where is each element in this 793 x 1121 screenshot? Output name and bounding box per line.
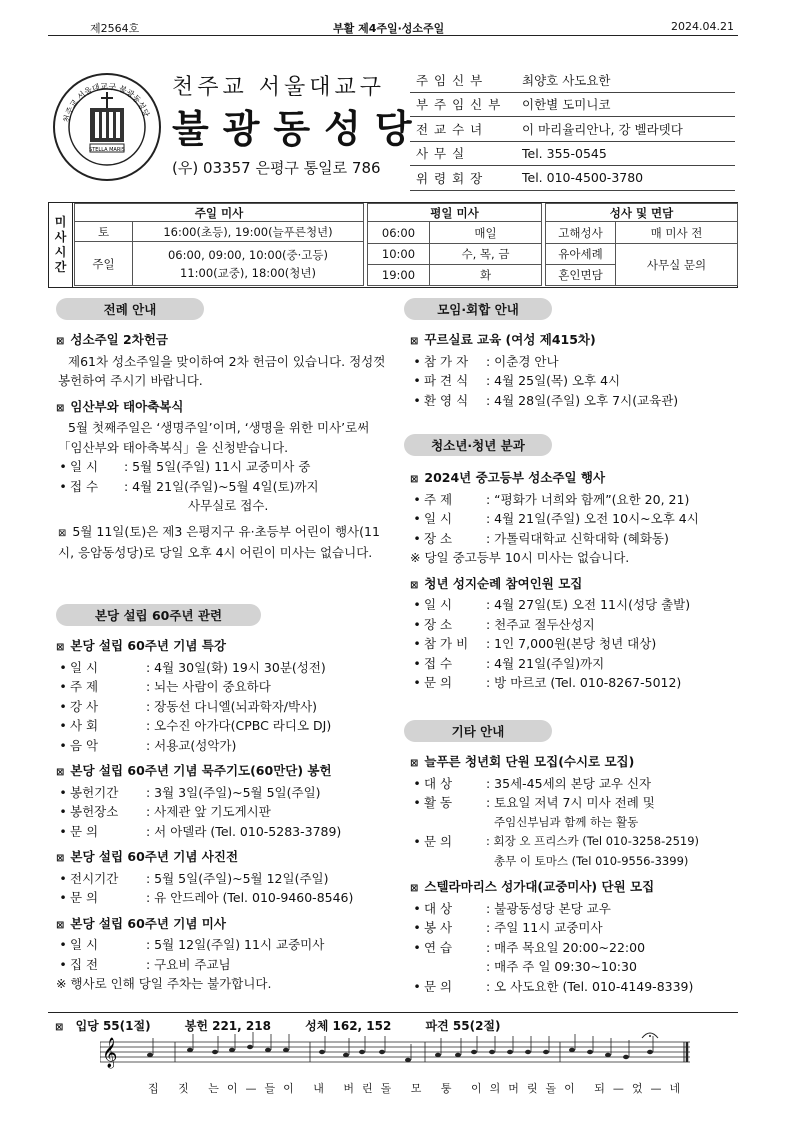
hymn-entrance: 입당 55(1절) xyxy=(75,1019,151,1033)
weekday-time: 10:00 xyxy=(368,244,430,265)
mass-times-label: 미 사 시 간 xyxy=(49,203,73,287)
staff-row xyxy=(410,117,735,142)
list-item: • 접 수 : 4월 21일(주일)~5월 4일(토)까지 xyxy=(59,478,319,494)
paragraph: ⊠ 5월 11일(토)은 제3 은평지구 유·초등부 어린이 행사(11시, 응암동성당)로 당일 오후 4시 어린이 미사는 없습니다. xyxy=(58,523,380,560)
section-heading: ⊠ 본당 설립 60주년 기념 묵주기도(60만단) 봉헌 xyxy=(56,761,391,783)
staff-row xyxy=(410,68,735,93)
list-item: • 사 회 : 오수진 아가다(CPBC 라디오 DJ) xyxy=(59,718,332,733)
anniversary-section-title: 본당 설립 60주년 관련 xyxy=(56,604,261,626)
bulletin-header xyxy=(48,18,738,36)
list-item: • 문 의 : 회장 오 프리스카 (Tel 010-3258-2519) xyxy=(413,834,700,849)
bulletin-date: 2024.04.21 xyxy=(671,20,734,33)
list-item: • 활 동 : 토요일 저녁 7시 미사 전례 및 xyxy=(413,795,655,810)
section-heading: ⊠ 본당 설립 60주년 기념 사진전 xyxy=(56,847,391,869)
square-bullet-icon: ⊠ xyxy=(55,1022,64,1033)
square-bullet-icon: ⊠ xyxy=(56,642,65,653)
footer-divider xyxy=(48,1012,738,1013)
sacrament-name: 혼인면담 xyxy=(546,265,616,286)
section-heading: ⊠ 본당 설립 60주년 기념 특강 xyxy=(56,636,391,658)
paragraph: 제61차 성소주일을 맞이하여 2차 헌금이 있습니다. 정성껏 봉헌하여 주시기 바랍니다. xyxy=(58,353,386,388)
parish-name: 불광동성당 xyxy=(172,107,426,151)
square-bullet-icon: ⊠ xyxy=(56,336,65,347)
hymn-communion: 성체 162, 152 xyxy=(305,1019,392,1033)
square-bullet-icon: ⊠ xyxy=(410,758,419,769)
section-heading: ⊠ 스텔라마리스 성가대(교중미사) 단원 모집 xyxy=(410,877,740,899)
staff-name: Tel. 355-0545 xyxy=(522,145,607,161)
square-bullet-icon: ⊠ xyxy=(56,919,65,931)
meeting-section-title: 모임·회합 안내 xyxy=(404,298,552,320)
list-item: • 일 시 : 4월 27일(토) 오전 11시(성당 출발) xyxy=(413,597,691,612)
sunday-mass-table xyxy=(74,203,364,286)
paragraph: 5월 첫째주일은 ‘생명주일’이며, ‘생명을 위한 미사’로써 「임산부와 태아축복식」을 신청받습니다. xyxy=(58,420,370,455)
weekday-days: 화 xyxy=(430,265,542,286)
sunday-mass-header: 주일 미사 xyxy=(75,204,364,222)
staff-name: 이한별 도미니코 xyxy=(522,97,611,113)
etc-section xyxy=(410,746,740,996)
list-item-continued: 사무실로 접수. xyxy=(188,498,269,513)
list-item: • 대 상 : 35세-45세의 본당 교우 신자 xyxy=(413,775,652,791)
list-item-continued: : 매주 주 일 09:30~10:30 xyxy=(486,959,637,974)
weekday-mass-header: 평일 미사 xyxy=(368,204,542,222)
square-bullet-icon: ⊠ xyxy=(410,883,419,894)
parish-seal-icon xyxy=(52,72,162,182)
square-bullet-icon: ⊠ xyxy=(410,336,419,347)
hymn-offertory: 봉헌 221, 218 xyxy=(184,1019,271,1033)
list-item: • 문 의 : 유 안드레아 (Tel. 010-9460-8546) xyxy=(59,890,354,905)
sunday-label: 주일 xyxy=(75,242,133,286)
list-item: • 접 수 : 4월 21일(주일)까지 xyxy=(413,655,605,671)
music-notes xyxy=(147,1045,653,1062)
youth-section xyxy=(410,462,740,693)
etc-section-title: 기타 안내 xyxy=(404,720,552,742)
square-bullet-icon: ⊠ xyxy=(56,402,65,414)
sacrament-name: 고해성사 xyxy=(546,222,616,244)
section-heading: ⊠ 2024년 중고등부 성소주일 행사 xyxy=(410,468,740,490)
list-item: • 파 견 식 : 4월 25일(목) 오후 4시 xyxy=(413,373,621,388)
list-item: • 문 의 : 방 마르코 (Tel. 010-8267-5012) xyxy=(413,675,682,690)
weekday-days: 매일 xyxy=(430,222,542,244)
liturgy-section xyxy=(56,324,391,563)
saturday-label: 토 xyxy=(75,222,133,242)
treble-clef-icon: 𝄞 xyxy=(102,1038,118,1068)
staff-role: 사 무 실 xyxy=(416,146,466,162)
list-item: • 음 악 : 서용교(성악가) xyxy=(59,737,237,753)
note: ※ 행사로 인해 당일 주차는 불가합니다. xyxy=(56,976,272,991)
staff-row xyxy=(410,93,735,118)
staff-row xyxy=(410,166,735,191)
section-heading: ⊠ 성소주일 2차헌금 xyxy=(56,330,391,352)
list-item: • 일 시 : 4월 30일(화) 19시 30분(성전) xyxy=(59,659,326,675)
list-item: • 주 제 : “평화가 너희와 함께”(요한 20, 21) xyxy=(413,491,690,507)
list-item: • 주 제 : 뇌는 사람이 중요하다 xyxy=(59,679,271,694)
list-item: • 참 가 비 : 1인 7,000원(본당 청년 대상) xyxy=(413,636,657,651)
note: ※ 당일 중고등부 10시 미사는 없습니다. xyxy=(410,550,630,565)
diocese-name: 천주교 서울대교구 xyxy=(172,75,386,100)
weekday-time: 19:00 xyxy=(368,265,430,286)
list-item: • 문 의 : 오 사도요한 (Tel. 010-4149-8339) xyxy=(413,978,694,994)
staff-name: 최양호 사도요한 xyxy=(522,72,611,88)
sunday-times-2: 11:00(교중), 18:00(청년) xyxy=(180,265,316,280)
section-heading: ⊠ 꾸르실료 교육 (여성 제415차) xyxy=(410,330,740,352)
mass-times-table xyxy=(48,202,738,288)
list-item: • 일 시 : 5월 5일(주일) 11시 교중미사 중 xyxy=(59,459,311,474)
list-item: • 봉헌장소 : 사제관 앞 기도게시판 xyxy=(59,804,271,819)
staff-name: 이 마리율리안나, 강 벨라뎃다 xyxy=(522,121,683,137)
sacrament-header: 성사 및 면담 xyxy=(546,204,738,222)
list-item: • 장 소 : 가톨릭대학교 신학대학 (혜화동) xyxy=(413,530,669,546)
square-bullet-icon: ⊠ xyxy=(58,527,67,539)
list-item: • 장 소 : 천주교 절두산성지 xyxy=(413,616,595,632)
list-item: • 강 사 : 장동선 다니엘(뇌과학자/박사) xyxy=(59,698,318,714)
staff-name: Tel. 010-4500-3780 xyxy=(522,170,644,186)
list-item: • 환 영 식 : 4월 28일(주일) 오후 7시(교육관) xyxy=(413,392,679,408)
hymn-dismissal: 파견 55(2절) xyxy=(425,1019,501,1033)
weekday-mass-table xyxy=(367,203,542,286)
staff-role: 부 주 임 신 부 xyxy=(416,97,502,113)
hymn-lyrics: 집 짓 는이—들이 내 버린돌 모 퉁 이의머릿돌이 되—었—네 xyxy=(148,1082,689,1095)
list-item: • 문 의 : 서 아델라 (Tel. 010-5283-3789) xyxy=(59,823,342,839)
staff-list xyxy=(410,68,735,191)
sacrament-name: 유아세례 xyxy=(546,244,616,265)
square-bullet-icon: ⊠ xyxy=(410,579,419,591)
staff-row xyxy=(410,142,735,167)
sunday-times-1: 06:00, 09:00, 10:00(중·고등) xyxy=(167,247,328,262)
square-bullet-icon: ⊠ xyxy=(56,767,65,778)
issue-number: 제2564호 xyxy=(90,22,140,35)
list-item-continued: 주임신부님과 함께 하는 활동 xyxy=(494,814,639,829)
section-heading: ⊠ 청년 성지순례 참여인원 모집 xyxy=(410,574,740,596)
sacrament-info: 매 미사 전 xyxy=(616,222,738,244)
list-item: • 일 시 : 4월 21일(주일) 오전 10시~오후 4시 xyxy=(413,511,699,526)
staff-role: 위 령 회 장 xyxy=(416,170,484,186)
list-item: • 전시기간 : 5월 5일(주일)~5월 12일(주일) xyxy=(59,870,329,886)
section-heading: ⊠ 임산부와 태아축복식 xyxy=(56,397,391,419)
meeting-section xyxy=(410,324,740,410)
sacrament-info: 사무실 문의 xyxy=(616,244,738,286)
list-item: • 집 전 : 구요비 주교님 xyxy=(59,956,231,972)
weekday-days: 수, 목, 금 xyxy=(430,244,542,265)
youth-section-title: 청소년·청년 분과 xyxy=(404,434,552,456)
weekday-time: 06:00 xyxy=(368,222,430,244)
seal-sub-text: STELLA MARIS xyxy=(89,147,125,153)
seal-text: 천주교 서울대교구 불광동성당 xyxy=(62,81,151,124)
staff-role: 주 임 신 부 xyxy=(416,72,484,88)
liturgy-section-title: 전례 안내 xyxy=(56,298,204,320)
sacrament-table xyxy=(545,203,738,286)
list-item: • 일 시 : 5월 12일(주일) 11시 교중미사 xyxy=(59,937,325,952)
square-bullet-icon: ⊠ xyxy=(410,474,419,485)
list-item: • 봉 사 : 주일 11시 교중미사 xyxy=(413,920,603,935)
liturgical-sunday: 부활 제4주일·성소주일 xyxy=(333,22,445,35)
list-item: • 대 상 : 불광동성당 본당 교우 xyxy=(413,900,611,916)
square-bullet-icon: ⊠ xyxy=(56,853,65,864)
parish-address: (우) 03357 은평구 통일로 786 xyxy=(172,159,381,177)
section-heading: ⊠ 늘푸른 청년회 단원 모집(수시로 모집) xyxy=(410,752,740,774)
list-item-continued: 총무 이 토마스 (Tel 010-9556-3399) xyxy=(494,853,689,868)
list-item: • 연 습 : 매주 목요일 20:00~22:00 xyxy=(413,939,646,955)
list-item: • 참 가 자 : 이춘경 안나 xyxy=(413,353,559,369)
saturday-times: 16:00(초등), 19:00(늘푸른청년) xyxy=(133,222,364,242)
staff-role: 전 교 수 녀 xyxy=(416,121,484,137)
anniversary-section xyxy=(56,630,391,994)
list-item: • 봉헌기간 : 3월 3일(주일)~5월 5일(주일) xyxy=(59,784,321,800)
section-heading: ⊠ 본당 설립 60주년 기념 미사 xyxy=(56,914,391,936)
